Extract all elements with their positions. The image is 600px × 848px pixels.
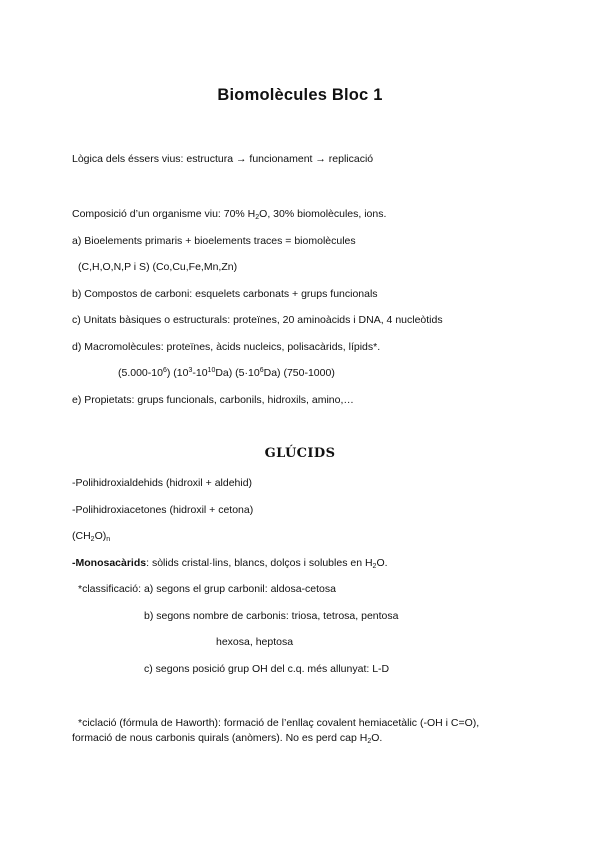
section-heading-glucids: GLÚCIDS	[264, 446, 336, 461]
item-a: a) Bioelements primaris + bioelements traces = biomolècules	[72, 235, 356, 247]
composicio-text-post: O, 30% biomolècules, ions.	[259, 208, 387, 220]
item-d: d) Macromolècules: proteïnes, àcids nucleics, polisacàrids, lípids*.	[72, 341, 381, 353]
monosacarids-label: -Monosacàrids	[72, 557, 147, 569]
ciclacio-text-pre: formació de nous carbonis quirals (anòmers). No es perd cap H	[72, 732, 368, 744]
monosacarids-definition	[72, 557, 388, 570]
size-2-post: Da) (5·10	[215, 367, 260, 379]
classificacio-b: b) segons nombre de carbonis: triosa, tetrosa, pentosa	[144, 610, 399, 622]
ciclacio-paragraph	[72, 716, 528, 746]
classificacio-c: c) segons posició grup OH del c.q. més allunyat: L-D	[144, 663, 390, 675]
classificacio-b-continued: hexosa, heptosa	[216, 636, 294, 648]
item-e: e) Propietats: grups funcionals, carbonils, hidroxils, amino,…	[72, 394, 354, 406]
item-b: b) Compostos de carboni: esquelets carbonats + grups funcionals	[72, 288, 378, 300]
classificacio-a: *classificació: a) segons el grup carbonil: aldosa-cetosa	[78, 583, 336, 595]
intro-composicio	[72, 208, 386, 221]
formula-pre: (CH	[72, 530, 91, 542]
item-a-detail: (C,H,O,N,P i S) (Co,Cu,Fe,Mn,Zn)	[78, 261, 238, 273]
size-3-sup: 6	[259, 367, 264, 374]
size-1-sup: 6	[162, 367, 167, 374]
formula-mid: O)	[94, 530, 107, 542]
formula-sub: 2	[90, 536, 95, 543]
size-3-post: Da) (750-1000)	[263, 367, 335, 379]
formula-sub-n: n	[106, 536, 111, 543]
ciclacio-text-post: O.	[371, 732, 383, 744]
glucids-polihidroxiacetones: -Polihidroxiacetones (hidroxil + cetona)	[72, 504, 254, 516]
size-1-post: ) (10	[166, 367, 189, 379]
size-1-pre: (5.000-10	[118, 367, 163, 379]
composicio-subscript: 2	[255, 214, 260, 221]
size-2-mid: -10	[192, 367, 208, 379]
size-2-sup: 3	[188, 367, 193, 374]
item-c: c) Unitats bàsiques o estructurals: proteïnes, 20 aminoàcids i DNA, 4 nucleòtids	[72, 314, 443, 326]
ciclacio-line-1: *ciclació (fórmula de Haworth): formació de l’enllaç covalent hemiacetàlic (-OH i C=O),	[78, 717, 480, 729]
intro-logica: Lògica dels éssers vius: estructura → funcionament → replicació	[72, 153, 374, 165]
glucids-polihidroxialdehids: -Polihidroxialdehids (hidroxil + aldehid)	[72, 477, 253, 489]
glucids-general-formula	[72, 530, 110, 543]
monosacarids-text-pre: : sòlids cristal·lins, blancs, dolços i solubles en H	[146, 557, 373, 569]
size-2-sup2: 10	[207, 367, 216, 374]
monosacarids-sub: 2	[372, 563, 377, 570]
composicio-text-pre: Composició d’un organisme viu: 70% H	[72, 208, 256, 220]
ciclacio-line-2	[72, 731, 528, 746]
monosacarids-text-post: O.	[376, 557, 388, 569]
page-title: Biomolècules Bloc 1	[217, 86, 383, 104]
item-d-sizes	[118, 367, 335, 380]
ciclacio-sub: 2	[367, 738, 372, 745]
